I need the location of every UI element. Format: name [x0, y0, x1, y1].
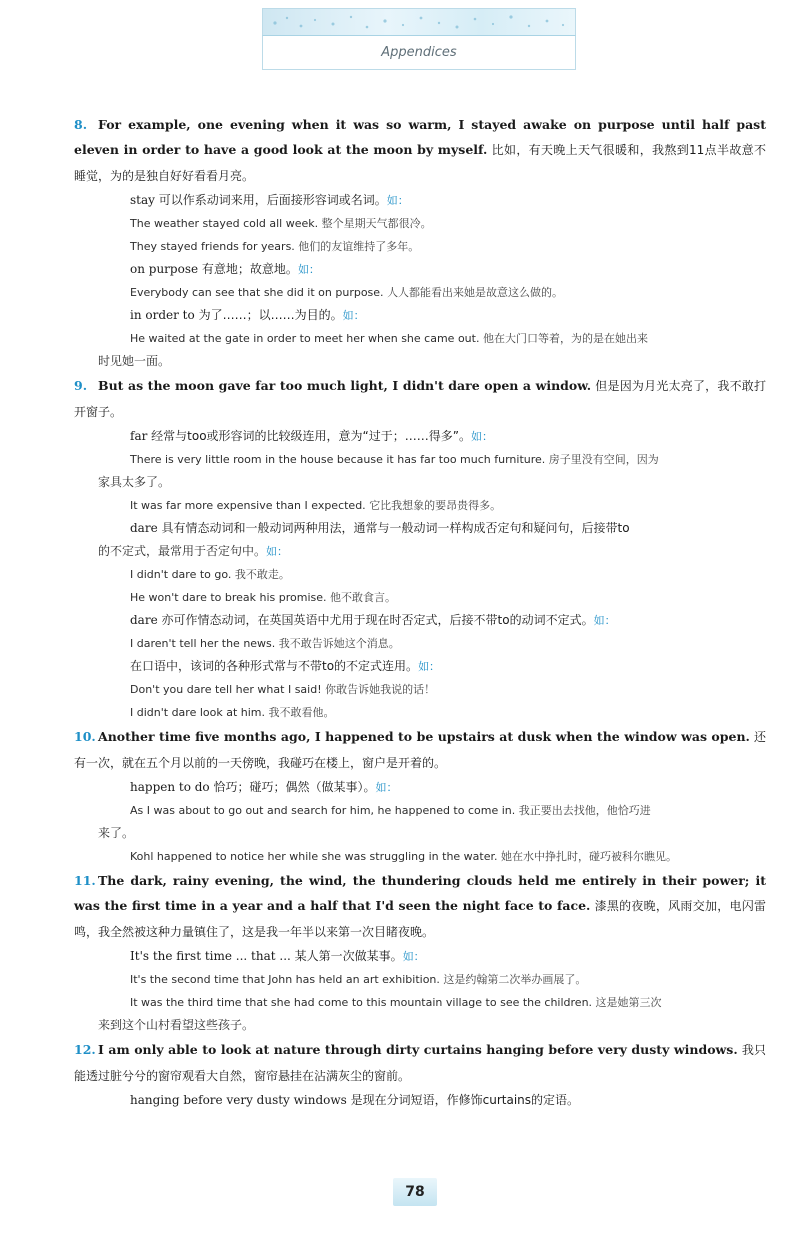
example-english: He won't dare to break his promise.: [130, 591, 327, 604]
english-sentence: Another time five months ago, I happened to be upstairs at dusk when the window was open.: [98, 729, 750, 744]
note-text: 可以作系动词来用，后面接形容词或名词。: [158, 193, 387, 207]
note-continuation: [74, 540, 766, 563]
note-text: 某人第一次做某事。: [294, 949, 403, 963]
item-number: 8.: [74, 117, 88, 132]
example-continuation: [74, 471, 766, 494]
note-example-marker: 如：: [297, 263, 320, 276]
chinese-translation: 我只能透过脏兮兮的窗帘观看大自然，窗帘悬挂在沾满灰尘的窗前。: [74, 1043, 766, 1083]
note-keyword: in order to: [130, 308, 195, 322]
english-sentence: For example, one evening when it was so warm, I stayed awake on purpose until half past eleven in order to have a good look at the moon by myself.: [74, 117, 766, 157]
example-sentence: [74, 327, 766, 350]
example-sentence: [74, 845, 766, 868]
example-sentence: [74, 991, 766, 1014]
note-example-marker: 如：: [418, 660, 441, 673]
example-sentence: [74, 494, 766, 517]
page-number: 78: [405, 1184, 425, 1200]
example-chinese: 我不敢告诉她这个消息。: [278, 637, 400, 650]
banner-dots-pattern: [263, 9, 577, 35]
note-keyword: stay: [130, 193, 155, 207]
note-text: 恰巧；碰巧；偶然（做某事）。: [213, 780, 376, 794]
example-english: As I was about to go out and search for him, he happened to come in.: [130, 804, 516, 817]
note-keyword: It's the first time ... that ...: [130, 949, 291, 963]
chinese-translation: 漆黑的夜晚，风雨交加，电闪雷鸣，我全然被这种力量镇住了，这是我一年半以来第一次目睹夜晚。: [74, 899, 766, 939]
example-chinese: 他们的友谊维持了多年。: [298, 240, 420, 253]
note-example-marker: 如：: [266, 545, 289, 558]
example-chinese: 你敢告诉她我说的话！: [325, 683, 436, 696]
note-keyword: hanging before very dusty windows: [130, 1093, 347, 1107]
note-text: 亦可作情态动词，在英国英语中尤用于现在时否定式，后接不带to的动词不定式。: [161, 613, 594, 627]
annotation-item: [74, 1037, 766, 1112]
example-english: Don't you dare tell her what I said!: [130, 683, 322, 696]
grammar-note: [74, 517, 766, 540]
sentence-head: [74, 373, 766, 425]
example-english: There is very little room in the house because it has far too much furniture.: [130, 453, 546, 466]
example-chinese: 这是约翰第二次举办画展了。: [443, 973, 587, 986]
example-chinese: 人人都能看出来她是故意这么做的。: [387, 286, 564, 299]
example-english: He waited at the gate in order to meet her when she came out.: [130, 332, 480, 345]
example-english: It was far more expensive than I expected.: [130, 499, 366, 512]
note-text: 是现在分词短语，作修饰curtains的定语。: [350, 1093, 580, 1107]
note-example-marker: 如：: [342, 309, 365, 322]
grammar-note: [74, 945, 766, 968]
example-sentence: [74, 701, 766, 724]
section-title: Appendices: [381, 45, 457, 60]
example-sentence: [74, 281, 766, 304]
item-number: 12.: [74, 1042, 96, 1057]
example-english: I didn't dare to go.: [130, 568, 232, 581]
example-sentence: [74, 799, 766, 822]
english-sentence: The dark, rainy evening, the wind, the thundering clouds held me entirely in their power; it was the first time in a year and a half that I'd seen the night face to face.: [74, 873, 766, 913]
example-chinese: 这是她第三次: [595, 996, 662, 1009]
example-chinese: 他不敢食言。: [330, 591, 397, 604]
page-number-box: [393, 1178, 437, 1206]
example-english: I daren't tell her the news.: [130, 637, 276, 650]
example-continuation: [74, 350, 766, 373]
note-example-marker: 如：: [375, 781, 398, 794]
example-chinese-cont: 家具太多了。: [98, 475, 171, 489]
note-text: 在口语中，该词的各种形式常与不带to的不定式连用。: [130, 659, 419, 673]
note-text: 有意地；故意地。: [201, 262, 298, 276]
sentence-head: [74, 868, 766, 945]
example-chinese: 她在水中挣扎时，碰巧被科尔瞧见。: [501, 850, 678, 863]
example-sentence: [74, 563, 766, 586]
note-keyword: far: [130, 429, 148, 443]
example-english: It was the third time that she had come to this mountain village to see the children.: [130, 996, 593, 1009]
example-sentence: [74, 678, 766, 701]
item-number: 9.: [74, 378, 88, 393]
example-english: They stayed friends for years.: [130, 240, 295, 253]
sentence-head: [74, 1037, 766, 1089]
note-example-marker: 如：: [402, 950, 425, 963]
example-chinese-cont: 来到这个山村看望这些孩子。: [98, 1018, 255, 1032]
grammar-note: [74, 776, 766, 799]
annotation-item: [74, 868, 766, 1037]
grammar-note: [74, 609, 766, 632]
note-text: 经常与too或形容词的比较级连用，意为“过于；……得多”。: [151, 429, 471, 443]
example-chinese: 房子里没有空间，因为: [548, 453, 659, 466]
annotation-item: [74, 373, 766, 724]
header-banner: [262, 8, 576, 68]
example-english: Kohl happened to notice her while she was struggling in the water.: [130, 850, 498, 863]
note-example-marker: 如：: [386, 194, 409, 207]
example-english: Everybody can see that she did it on purpose.: [130, 286, 384, 299]
example-chinese: 整个星期天气都很冷。: [321, 217, 432, 230]
chinese-translation: 但是因为月光太亮了，我不敢打开窗子。: [74, 379, 766, 419]
item-number: 11.: [74, 873, 96, 888]
note-keyword: dare: [130, 521, 158, 535]
english-sentence: I am only able to look at nature through dirty curtains hanging before very dusty windows.: [98, 1042, 738, 1057]
example-chinese-cont: 时见她一面。: [98, 354, 171, 368]
example-chinese-cont: 来了。: [98, 826, 135, 840]
note-text: 具有情态动词和一般动词两种用法，通常与一般动词一样构成否定句和疑问句，后接带to: [161, 521, 630, 535]
grammar-note: [74, 189, 766, 212]
note-example-marker: 如：: [471, 430, 493, 443]
example-chinese: 我不敢走。: [234, 568, 290, 581]
example-continuation: [74, 1014, 766, 1037]
grammar-note: [74, 258, 766, 281]
item-number: 10.: [74, 729, 96, 744]
example-english: I didn't dare look at him.: [130, 706, 266, 719]
example-chinese: 他在大门口等着，为的是在她出来: [482, 332, 648, 345]
note-text: 为了……；以……为目的。: [198, 308, 343, 322]
example-chinese: 我正要出去找他，他恰巧进: [518, 804, 651, 817]
example-chinese: 我不敢看他。: [268, 706, 335, 719]
example-sentence: [74, 632, 766, 655]
annotation-item: [74, 112, 766, 373]
example-english: It's the second time that John has held an art exhibition.: [130, 973, 440, 986]
grammar-note: [74, 425, 766, 448]
note-keyword: dare: [130, 613, 158, 627]
example-sentence: [74, 448, 766, 471]
sentence-head: [74, 724, 766, 776]
note-text-cont: 的不定式，最常用于否定句中。: [98, 544, 267, 558]
note-keyword: on purpose: [130, 262, 199, 276]
example-chinese: 它比我想象的要昂贵得多。: [369, 499, 502, 512]
note-keyword: happen to do: [130, 780, 210, 794]
grammar-note: [74, 1089, 766, 1112]
annotation-item: [74, 724, 766, 868]
example-sentence: [74, 235, 766, 258]
sentence-head: [74, 112, 766, 189]
example-english: The weather stayed cold all week.: [130, 217, 319, 230]
example-sentence: [74, 586, 766, 609]
note-example-marker: 如：: [593, 614, 616, 627]
banner-decoration: [262, 8, 576, 35]
example-sentence: [74, 968, 766, 991]
grammar-note: [74, 655, 766, 678]
example-continuation: [74, 822, 766, 845]
document-body: [74, 112, 766, 1112]
chinese-translation: 还有一次，就在五个月以前的一天傍晚，我碰巧在楼上，窗户是开着的。: [74, 730, 766, 770]
grammar-note: [74, 304, 766, 327]
chinese-translation: 比如，有天晚上天气很暖和，我熬到11点半故意不睡觉，为的是独自好好看看月亮。: [74, 143, 766, 183]
banner-label-area: [262, 35, 576, 70]
example-sentence: [74, 212, 766, 235]
english-sentence: But as the moon gave far too much light, I didn't dare open a window.: [98, 378, 592, 393]
